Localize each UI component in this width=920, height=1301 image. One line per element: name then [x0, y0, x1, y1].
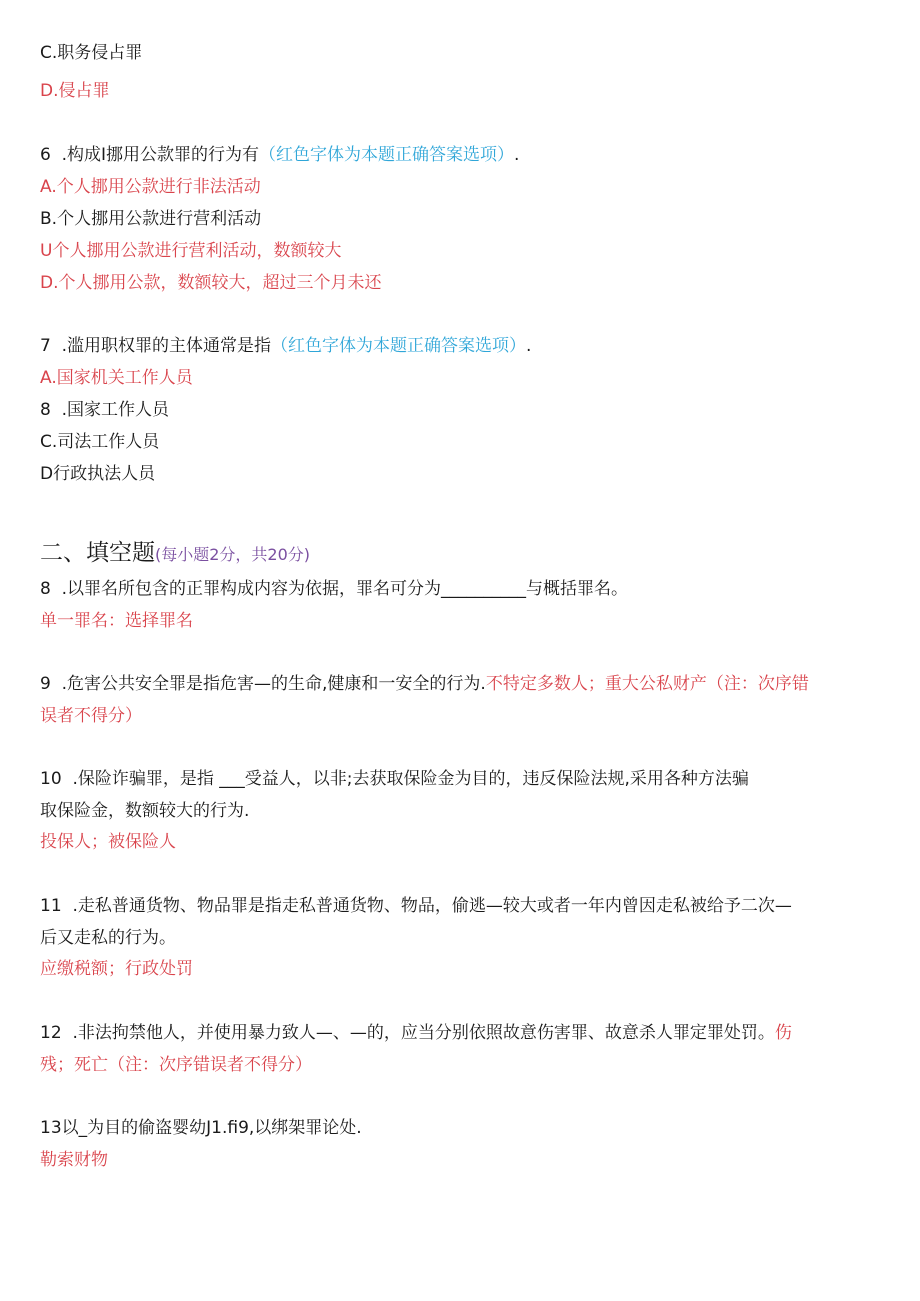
q6-option-d-answer: D.个人挪用公款，数额较大，超过三个月未还: [40, 273, 382, 293]
q7-option-a-answer: A.国家机关工作人员: [40, 368, 193, 388]
q6-option-a-answer: A.个人挪用公款进行非法活动: [40, 177, 261, 197]
f9-answer: 不特定多数人；重大公私财产（注：次序错: [485, 674, 809, 694]
f13-answer: 勒索财物: [40, 1150, 108, 1170]
q5-option-c: C.职务侵占罪: [40, 43, 143, 63]
f10-stem-2: 取保险金，数额较大的行为.: [40, 801, 250, 821]
f10-answer: 投保人；被保险人: [40, 832, 176, 852]
f11-stem-1: 11 .走私普通货物、物品罪是指走私普通货物、物品，偷逃—较大或者一年内曾因走私被给予二次—: [40, 896, 792, 916]
q6-hint: （红色字体为本题正确答案选项）: [259, 145, 515, 165]
section-heading: [40, 538, 310, 570]
q7-tail: .: [526, 336, 532, 356]
section-title: 二、填空题: [40, 540, 155, 566]
q7-option-d: D行政执法人员: [40, 464, 156, 484]
q7-option-b: 8 .国家工作人员: [40, 400, 170, 420]
q6-option-c-answer: U个人挪用公款进行营利活动，数额较大: [40, 241, 342, 261]
q7-hint: （红色字体为本题正确答案选项）: [271, 336, 527, 356]
f12-answer-cont: 残；死亡（注：次序错误者不得分）: [40, 1055, 312, 1075]
q7-option-c: C.司法工作人员: [40, 432, 160, 452]
q6-option-b: B.个人挪用公款进行营利活动: [40, 209, 262, 229]
f9-line-1: [40, 672, 809, 696]
f12-stem: 12 .非法拘禁他人，并使用暴力致人—、—的，应当分别依照故意伤害罪、故意杀人罪定罪处罚。: [40, 1023, 775, 1043]
f12-line-1: [40, 1021, 792, 1045]
f12-answer: 伤: [774, 1023, 792, 1043]
f8-answer: 单一罪名：选择罪名: [40, 611, 193, 631]
f11-answer: 应缴税额；行政处罚: [40, 959, 193, 979]
f9-answer-cont: 误者不得分）: [40, 706, 142, 726]
f10-stem-1: 10 .保险诈骗罪，是指 ___受益人，以非;去获取保险金为目的，违反保险法规,采用各种方法骗: [40, 769, 749, 789]
f13-stem: 13以_为目的偷盗婴幼J1.fi9,以绑架罪论处.: [40, 1118, 362, 1138]
q7-stem-line: [40, 334, 531, 358]
q6-tail: .: [514, 145, 520, 165]
q6-stem: 6 .构成Ⅰ挪用公款罪的行为有: [40, 145, 260, 165]
f11-stem-2: 后又走私的行为。: [40, 928, 176, 948]
q7-stem: 7 .滥用职权罪的主体通常是指: [40, 336, 272, 356]
f8-stem: 8 .以罪名所包含的正罪构成内容为依据，罪名可分为__________与概括罪名。: [40, 579, 629, 599]
section-score-note: (每小题2分，共20分): [155, 545, 311, 564]
q6-stem-line: [40, 143, 519, 167]
f9-stem: 9 .危害公共安全罪是指危害—的生命,健康和一安全的行为.: [40, 674, 486, 694]
q5-option-d-answer: D.侵占罪: [40, 81, 110, 101]
